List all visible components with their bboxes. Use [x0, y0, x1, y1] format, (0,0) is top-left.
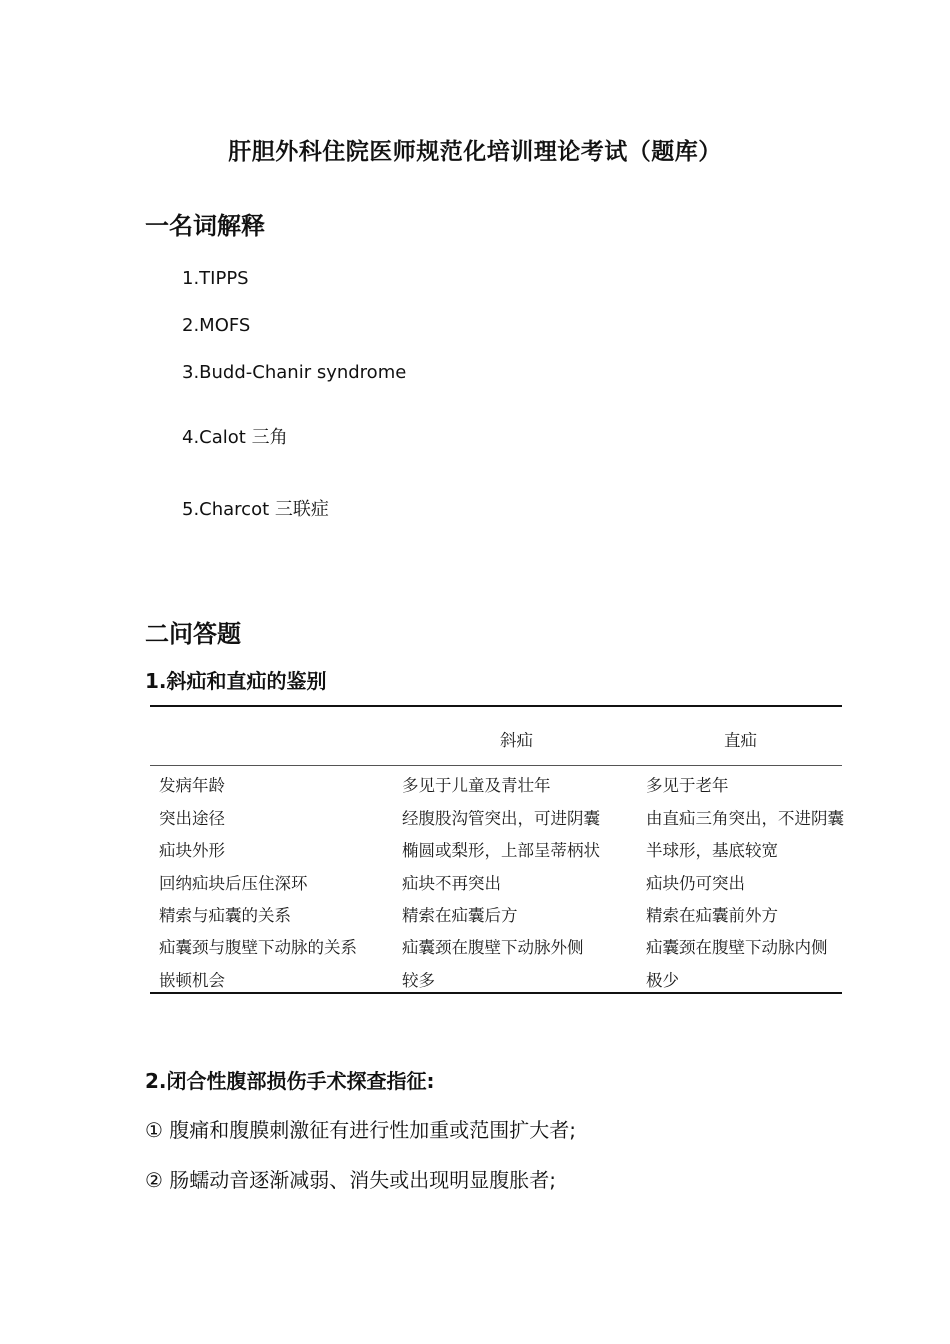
table-header-rule — [150, 765, 842, 766]
question1-heading: 1.斜疝和直疝的鉴别 — [145, 669, 327, 693]
table-cell: 疝囊颈在腹壁下动脉外侧 — [402, 938, 584, 957]
list-item: ① 腹痛和腹膜刺激征有进行性加重或范围扩大者; — [145, 1118, 577, 1142]
table-cell: 发病年龄 — [159, 776, 225, 795]
table-cell: 疝块仍可突出 — [646, 874, 745, 893]
table-cell: 半球形，基底较宽 — [646, 841, 778, 860]
term-item: 4.Calot 三角 — [182, 427, 288, 448]
question2-heading: 2.闭合性腹部损伤手术探查指征: — [145, 1069, 435, 1093]
table-cell: 疝囊颈在腹壁下动脉内侧 — [646, 938, 828, 957]
table-header-cell: 直疝 — [724, 731, 757, 750]
table-cell: 回纳疝块后压住深环 — [159, 874, 308, 893]
table-cell: 嵌顿机会 — [159, 971, 225, 990]
term-item: 2.MOFS — [182, 315, 251, 336]
table-header-cell: 斜疝 — [500, 731, 533, 750]
section1-heading: 一名词解释 — [145, 212, 265, 240]
table-cell: 由直疝三角突出，不进阴囊 — [646, 809, 844, 828]
term-item: 5.Charcot 三联症 — [182, 499, 329, 520]
term-item: 3.Budd-Chanir syndrome — [182, 362, 407, 383]
list-item: ② 肠蠕动音逐渐减弱、消失或出现明显腹胀者; — [145, 1168, 557, 1192]
section2-heading: 二问答题 — [145, 620, 241, 648]
table-cell: 疝块不再突出 — [402, 874, 501, 893]
document-title: 肝胆外科住院医师规范化培训理论考试（题库） — [228, 139, 722, 165]
table-cell: 疝囊颈与腹壁下动脉的关系 — [159, 938, 357, 957]
table-cell: 多见于儿童及青壮年 — [402, 776, 551, 795]
table-cell: 突出途径 — [159, 809, 225, 828]
table-cell: 较多 — [402, 971, 435, 990]
table-cell: 多见于老年 — [646, 776, 729, 795]
term-item: 1.TIPPS — [182, 268, 249, 289]
table-cell: 精索在疝囊后方 — [402, 906, 518, 925]
table-cell: 椭圆或梨形，上部呈蒂柄状 — [402, 841, 600, 860]
table-cell: 极少 — [646, 971, 679, 990]
table-top-rule — [150, 705, 842, 707]
table-cell: 精索在疝囊前外方 — [646, 906, 778, 925]
table-cell: 精索与疝囊的关系 — [159, 906, 291, 925]
table-cell: 经腹股沟管突出，可进阴囊 — [402, 809, 600, 828]
table-bottom-rule — [150, 992, 842, 994]
table-cell: 疝块外形 — [159, 841, 225, 860]
